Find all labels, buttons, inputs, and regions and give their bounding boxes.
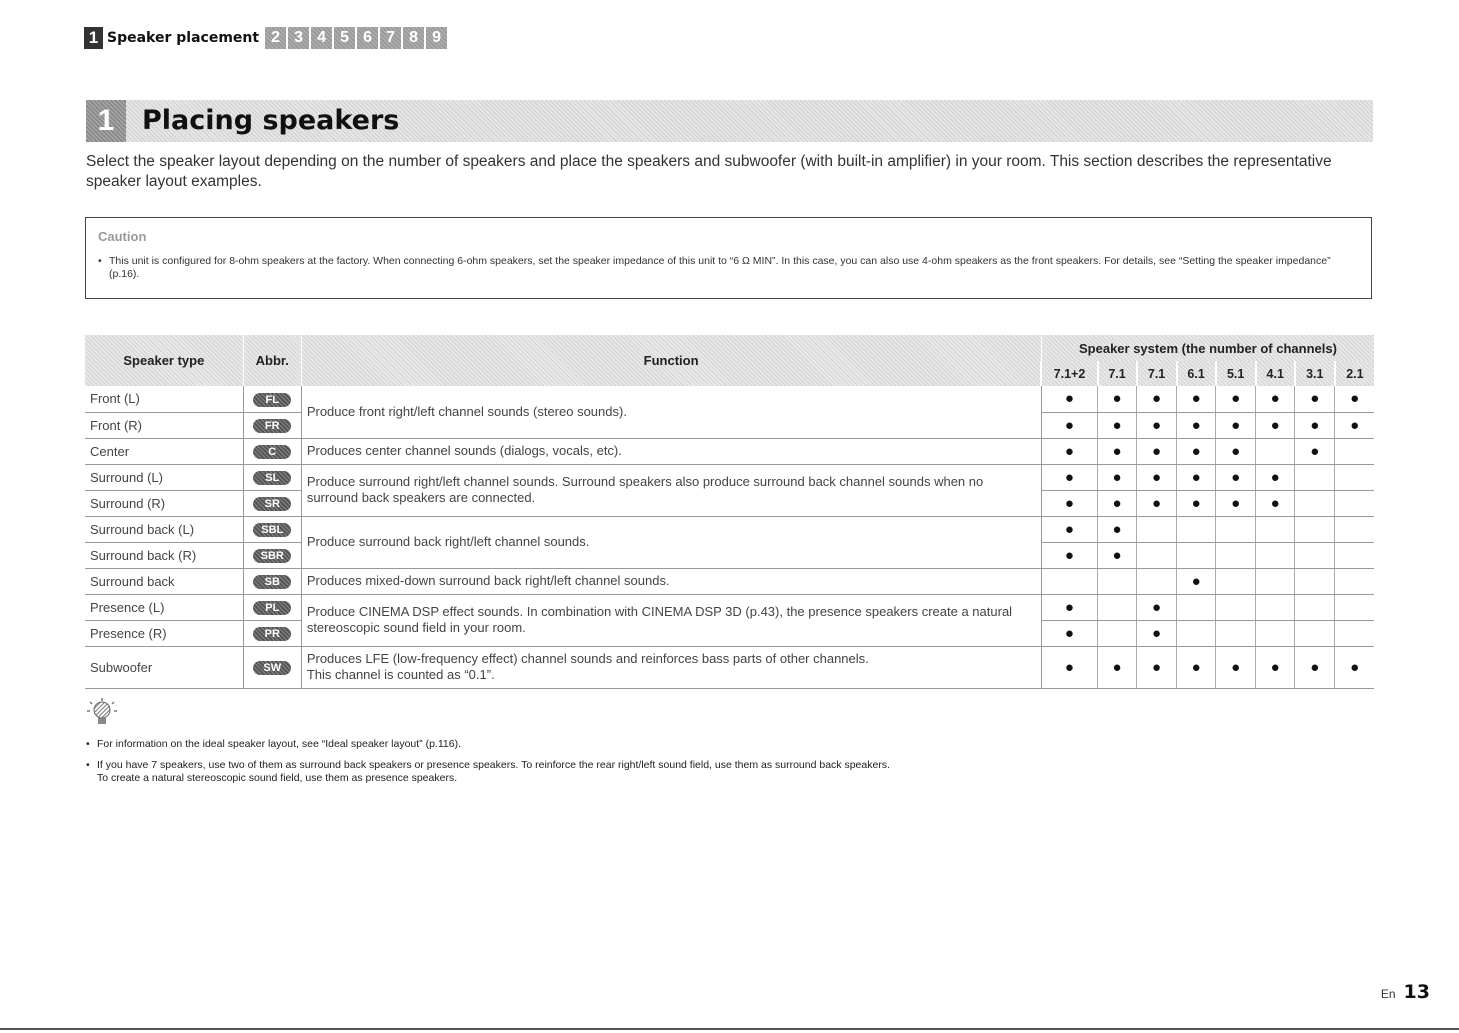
abbr-cell — [243, 620, 301, 646]
channel-cell: ● — [1216, 646, 1256, 688]
channel-cell: ● — [1335, 386, 1374, 412]
channel-cell — [1098, 620, 1137, 646]
language-label: En — [1380, 987, 1396, 1001]
channel-cell — [1335, 594, 1374, 620]
speaker-type-cell: Front (R) — [85, 412, 243, 438]
abbr-badge: SL — [253, 471, 291, 485]
channel-cell — [1041, 568, 1097, 594]
channel-cell: ● — [1216, 386, 1256, 412]
channel-cell — [1335, 542, 1374, 568]
channel-cell: ● — [1137, 386, 1177, 412]
header-channel: 5.1 — [1216, 361, 1256, 386]
channel-cell: ● — [1177, 438, 1216, 464]
header-function: Function — [301, 335, 1041, 386]
channel-cell — [1098, 568, 1137, 594]
tip-item — [86, 738, 1286, 751]
channel-cell — [1335, 490, 1374, 516]
chapter-5-tab[interactable]: 5 — [334, 27, 355, 49]
channel-cell — [1098, 594, 1137, 620]
function-cell: Produce surround back right/left channel sounds. — [301, 516, 1041, 568]
speaker-type-cell: Surround back (L) — [85, 516, 243, 542]
channel-cell: ● — [1098, 438, 1137, 464]
abbr-cell — [243, 568, 301, 594]
speaker-table-body — [85, 386, 1374, 688]
speaker-table — [85, 335, 1374, 689]
tip-text: If you have 7 speakers, use two of them as surround back speakers or presence speakers. To reinforce the rear right/left sound field, use them as surround back speakers. — [97, 759, 890, 771]
header-abbr: Abbr. — [243, 335, 301, 386]
function-cell — [301, 646, 1041, 688]
channel-cell — [1216, 594, 1256, 620]
abbr-badge: C — [253, 445, 291, 459]
channel-cell — [1335, 568, 1374, 594]
channel-cell — [1216, 516, 1256, 542]
abbr-badge: PL — [253, 601, 291, 615]
speaker-type-cell: Surround (L) — [85, 464, 243, 490]
header-channel: 2.1 — [1335, 361, 1374, 386]
channel-cell: ● — [1177, 386, 1216, 412]
chapter-nav — [84, 27, 447, 49]
abbr-cell — [243, 646, 301, 688]
channel-cell: ● — [1041, 490, 1097, 516]
channel-cell — [1335, 438, 1374, 464]
chapter-7-tab[interactable]: 7 — [380, 27, 401, 49]
chapter-6-tab[interactable]: 6 — [357, 27, 378, 49]
channel-cell: ● — [1216, 438, 1256, 464]
abbr-cell — [243, 490, 301, 516]
channel-cell: ● — [1098, 516, 1137, 542]
channel-cell — [1295, 620, 1335, 646]
speaker-type-cell: Surround (R) — [85, 490, 243, 516]
abbr-cell — [243, 542, 301, 568]
function-cell: Produces mixed-down surround back right/left channel sounds. — [301, 568, 1041, 594]
channel-cell: ● — [1335, 646, 1374, 688]
header-channel: 3.1 — [1295, 361, 1335, 386]
channel-cell: ● — [1177, 490, 1216, 516]
speaker-type-cell: Front (L) — [85, 386, 243, 412]
channel-cell — [1295, 490, 1335, 516]
channel-cell: ● — [1256, 412, 1295, 438]
channel-cell: ● — [1041, 542, 1097, 568]
channel-cell — [1335, 620, 1374, 646]
table-row — [85, 516, 1374, 542]
abbr-badge: PR — [253, 627, 291, 641]
abbr-cell — [243, 386, 301, 412]
channel-cell: ● — [1295, 438, 1335, 464]
speaker-type-cell: Presence (L) — [85, 594, 243, 620]
caution-heading: Caution — [98, 229, 147, 244]
channel-cell: ● — [1295, 386, 1335, 412]
channel-cell: ● — [1137, 490, 1177, 516]
chapter-1-tab[interactable]: 1 — [84, 27, 103, 49]
function-cell: Produce front right/left channel sounds (stereo sounds). — [301, 386, 1041, 438]
section-header — [86, 100, 1373, 142]
channel-cell — [1256, 568, 1295, 594]
channel-cell: ● — [1137, 464, 1177, 490]
abbr-cell — [243, 594, 301, 620]
channel-cell: ● — [1041, 516, 1097, 542]
channel-cell: ● — [1098, 464, 1137, 490]
channel-cell: ● — [1216, 464, 1256, 490]
abbr-badge: FR — [253, 419, 291, 433]
speaker-type-cell: Presence (R) — [85, 620, 243, 646]
abbr-cell — [243, 516, 301, 542]
channel-cell: ● — [1098, 490, 1137, 516]
channel-cell — [1137, 568, 1177, 594]
channel-cell: ● — [1041, 646, 1097, 688]
header-speaker-type: Speaker type — [85, 335, 243, 386]
page-number: 13 — [1403, 981, 1430, 1003]
header-channel: 4.1 — [1256, 361, 1295, 386]
channel-cell — [1177, 542, 1216, 568]
channel-cell — [1177, 516, 1216, 542]
channel-cell — [1295, 594, 1335, 620]
channel-cell: ● — [1216, 412, 1256, 438]
channel-cell — [1335, 464, 1374, 490]
tip-item — [86, 759, 1286, 785]
page-footer — [1381, 981, 1430, 1003]
table-row — [85, 438, 1374, 464]
function-cell: Produces center channel sounds (dialogs, vocals, etc). — [301, 438, 1041, 464]
header-channel: 7.1 — [1098, 361, 1137, 386]
channel-cell — [1216, 620, 1256, 646]
channel-cell: ● — [1137, 412, 1177, 438]
channel-cell — [1177, 620, 1216, 646]
table-row — [85, 464, 1374, 490]
channel-cell: ● — [1137, 438, 1177, 464]
channel-cell — [1256, 620, 1295, 646]
channel-cell — [1295, 464, 1335, 490]
header-speaker-system: Speaker system (the number of channels) — [1041, 335, 1374, 361]
abbr-cell — [243, 464, 301, 490]
section-title: Placing speakers — [142, 105, 400, 136]
header-channel: 7.1+2 — [1041, 361, 1097, 386]
channel-cell — [1256, 542, 1295, 568]
intro-text: Select the speaker layout depending on the number of speakers and place the speakers and subwoofer (with built-in amplifier) in your room. This section describes the representative speaker layout examples. — [86, 153, 1332, 190]
bullet: • — [98, 255, 102, 267]
speaker-type-cell: Surround back (R) — [85, 542, 243, 568]
channel-cell: ● — [1335, 412, 1374, 438]
channel-cell — [1256, 594, 1295, 620]
channel-cell: ● — [1137, 646, 1177, 688]
channel-cell: ● — [1041, 620, 1097, 646]
table-row — [85, 386, 1374, 412]
section-number: 1 — [86, 100, 126, 142]
channel-cell: ● — [1098, 542, 1137, 568]
channel-cell: ● — [1041, 464, 1097, 490]
tips-list — [86, 738, 1286, 793]
channel-cell: ● — [1098, 646, 1137, 688]
chapter-2-tab[interactable]: 2 — [265, 27, 286, 49]
speaker-type-cell: Subwoofer — [85, 646, 243, 688]
channel-cell: ● — [1041, 438, 1097, 464]
channel-cell: ● — [1098, 386, 1137, 412]
abbr-badge: SBR — [253, 549, 291, 563]
channel-cell: ● — [1137, 620, 1177, 646]
chapter-4-tab[interactable]: 4 — [311, 27, 332, 49]
caution-item — [98, 255, 1363, 281]
channel-cell — [1137, 542, 1177, 568]
function-cell: Produce CINEMA DSP effect sounds. In combination with CINEMA DSP 3D (p.43), the presence speakers create a natural stereoscopic sound field in your room. — [301, 594, 1041, 646]
channel-cell: ● — [1177, 646, 1216, 688]
table-row — [85, 594, 1374, 620]
bottom-rule — [0, 1028, 1459, 1030]
abbr-cell — [243, 412, 301, 438]
channel-cell — [1256, 516, 1295, 542]
channel-cell — [1216, 568, 1256, 594]
speaker-type-cell: Center — [85, 438, 243, 464]
table-row — [85, 568, 1374, 594]
channel-cell: ● — [1256, 386, 1295, 412]
caution-box — [85, 217, 1372, 299]
channel-cell: ● — [1256, 464, 1295, 490]
tip-text: For information on the ideal speaker layout, see “Ideal speaker layout” (p.116). — [97, 738, 462, 750]
lightbulb-icon — [87, 698, 117, 728]
channel-cell — [1137, 516, 1177, 542]
table-row — [85, 646, 1374, 688]
chapter-8-tab[interactable]: 8 — [403, 27, 424, 49]
channel-cell — [1295, 516, 1335, 542]
bullet: • — [86, 759, 90, 771]
abbr-badge: SW — [253, 661, 291, 675]
channel-cell: ● — [1041, 412, 1097, 438]
bullet: • — [86, 738, 90, 750]
channel-cell: ● — [1041, 386, 1097, 412]
channel-cell: ● — [1256, 646, 1295, 688]
tip-text-continued: To create a natural stereoscopic sound field, use them as presence speakers. — [97, 772, 458, 784]
function-text: Produces LFE (low-frequency effect) channel sounds and reinforces bass parts of other channels. — [306, 651, 869, 666]
channel-cell: ● — [1256, 490, 1295, 516]
abbr-badge: SR — [253, 497, 291, 511]
channel-cell — [1295, 542, 1335, 568]
channel-cell: ● — [1177, 412, 1216, 438]
channel-cell — [1335, 516, 1374, 542]
channel-cell: ● — [1041, 594, 1097, 620]
abbr-badge: FL — [253, 393, 291, 407]
abbr-badge: SBL — [253, 523, 291, 537]
speaker-type-cell: Surround back — [85, 568, 243, 594]
chapter-3-tab[interactable]: 3 — [288, 27, 309, 49]
channel-cell: ● — [1295, 412, 1335, 438]
chapter-title: Speaker placement — [107, 30, 260, 46]
caution-text: This unit is configured for 8-ohm speakers at the factory. When connecting 6-ohm speakers, set the speaker impedance of this unit to “6 Ω MIN”. In this case, you can also use 4-ohm speakers as the front speakers. For details, see “Setting the speaker impedance” (p.16). — [109, 255, 1331, 280]
channel-cell: ● — [1216, 490, 1256, 516]
chapter-9-tab[interactable]: 9 — [426, 27, 447, 49]
abbr-cell — [243, 438, 301, 464]
header-channel: 6.1 — [1177, 361, 1216, 386]
channel-cell: ● — [1098, 412, 1137, 438]
channel-cell: ● — [1137, 594, 1177, 620]
header-channel: 7.1 — [1137, 361, 1177, 386]
channel-cell — [1177, 594, 1216, 620]
channel-cell — [1295, 568, 1335, 594]
abbr-badge: SB — [253, 575, 291, 589]
channel-cell: ● — [1295, 646, 1335, 688]
function-text: This channel is counted as “0.1”. — [306, 667, 495, 682]
channel-cell — [1256, 438, 1295, 464]
channel-cell: ● — [1177, 464, 1216, 490]
function-cell: Produce surround right/left channel sounds. Surround speakers also produce surround back channel sounds when no surround back speakers are connected. — [301, 464, 1041, 516]
channel-cell: ● — [1177, 568, 1216, 594]
channel-cell — [1216, 542, 1256, 568]
